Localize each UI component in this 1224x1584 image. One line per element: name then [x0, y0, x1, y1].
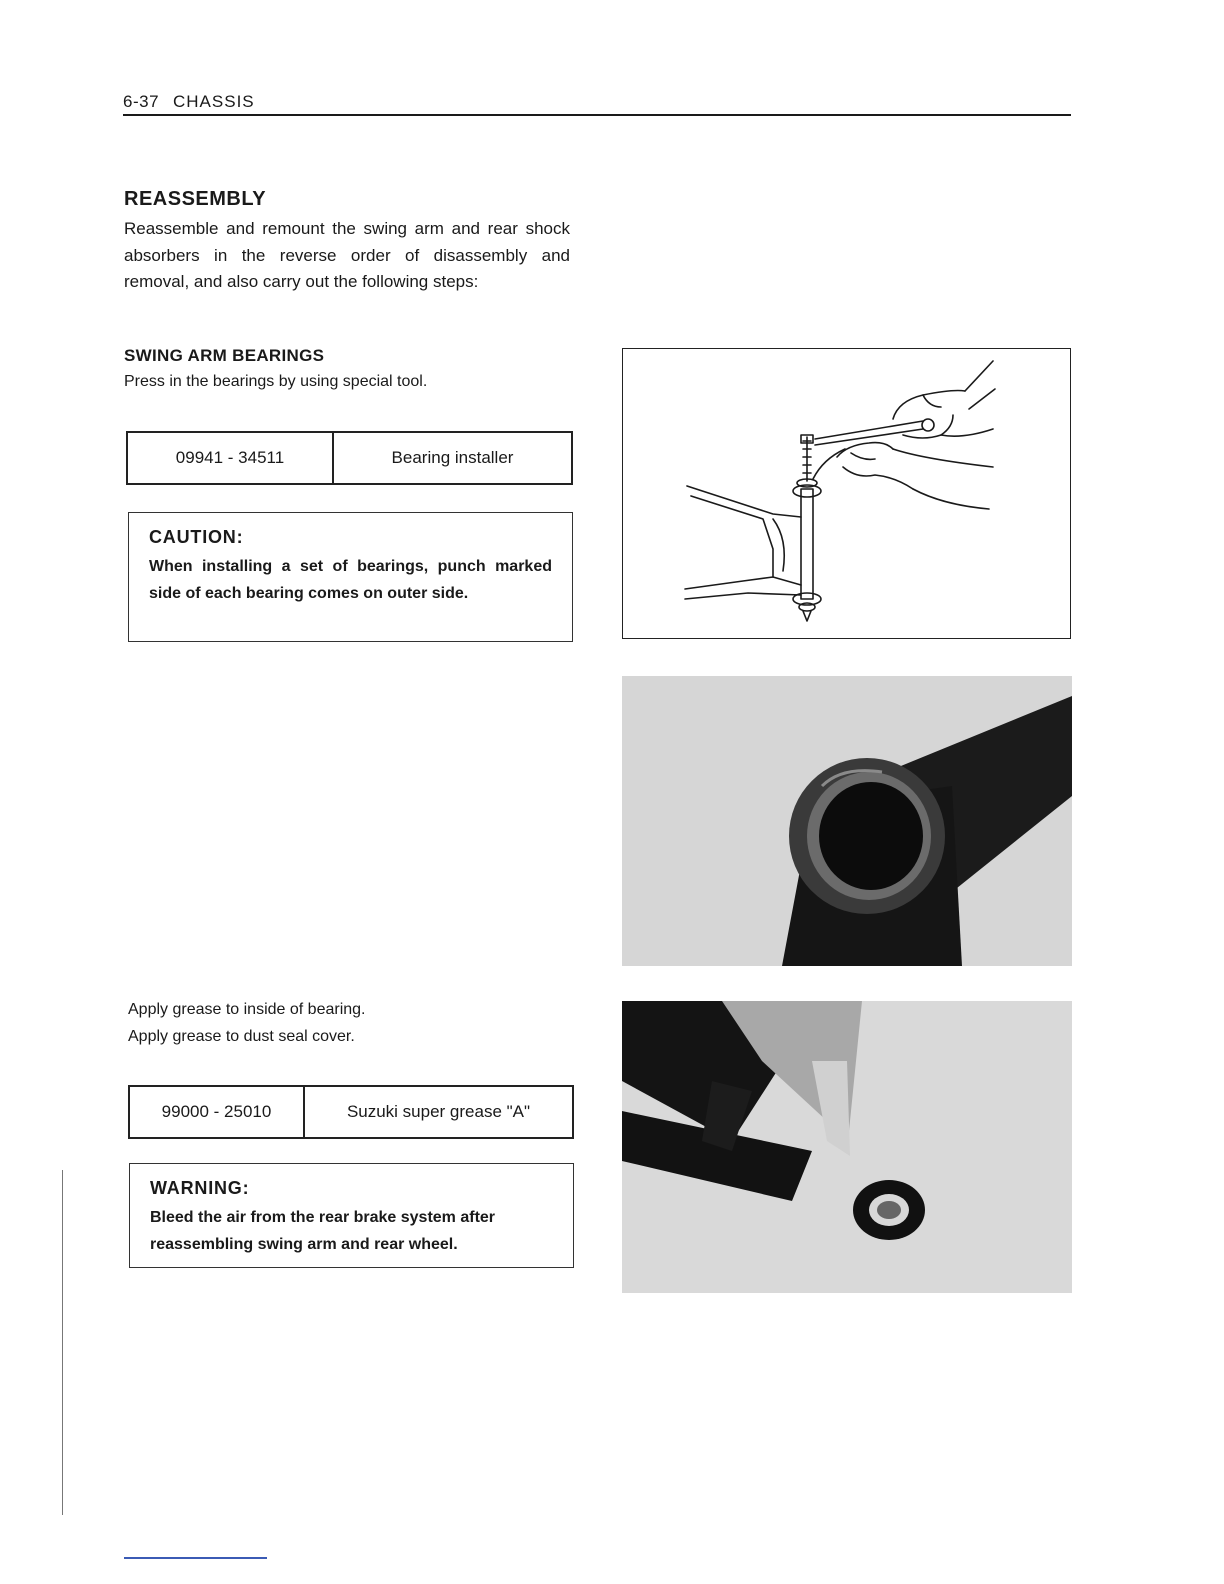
dust-seal-photo-drawing: [622, 1001, 1072, 1293]
grease-line-1: Apply grease to inside of bearing.: [128, 1001, 366, 1018]
caution-text: When installing a set of bearings, punch marked side of each bearing comes on outer side.: [149, 558, 552, 602]
grease-line-2: Apply grease to dust seal cover.: [128, 1027, 355, 1045]
swing-arm-bearings-text: Press in the bearings by using special tool.: [124, 373, 428, 390]
caution-box: [128, 512, 573, 642]
caution-heading: CAUTION:: [149, 527, 244, 547]
bearing-photo-drawing: [622, 676, 1072, 966]
special-tool-table: [126, 431, 573, 485]
illustration-drawing: [623, 349, 1069, 637]
table-row: [129, 1086, 573, 1138]
bearing-installer-illustration: [622, 348, 1071, 639]
table-row: [127, 432, 572, 484]
reassembly-intro: Reassemble and remount the swing arm and rear shock absorbers in the reverse order of disassembly and removal, and also carry out the following steps:: [124, 219, 570, 291]
tool-part-number: 09941 - 34511: [127, 432, 333, 484]
swing-arm-bearings-heading: SWING ARM BEARINGS: [124, 346, 325, 365]
page-header: [123, 90, 1071, 116]
bottom-rule: [124, 1557, 267, 1559]
section-title: CHASSIS: [173, 92, 255, 111]
reassembly-heading: REASSEMBLY: [124, 188, 267, 210]
page-number: 6-37: [123, 92, 160, 111]
grease-part-number: 99000 - 25010: [129, 1086, 304, 1138]
tool-name: Bearing installer: [333, 432, 572, 484]
grease-instructions: [128, 997, 365, 1050]
warning-text: Bleed the air from the rear brake system after reassembling swing arm and rear wheel.: [150, 1209, 496, 1253]
grease-table: [128, 1085, 574, 1139]
warning-heading: WARNING:: [150, 1178, 250, 1198]
grease-name: Suzuki super grease "A": [304, 1086, 573, 1138]
bearing-photo: [622, 676, 1072, 966]
binding-margin-line: [62, 1170, 63, 1515]
dust-seal-photo: [622, 1001, 1072, 1293]
warning-box: [129, 1163, 574, 1268]
